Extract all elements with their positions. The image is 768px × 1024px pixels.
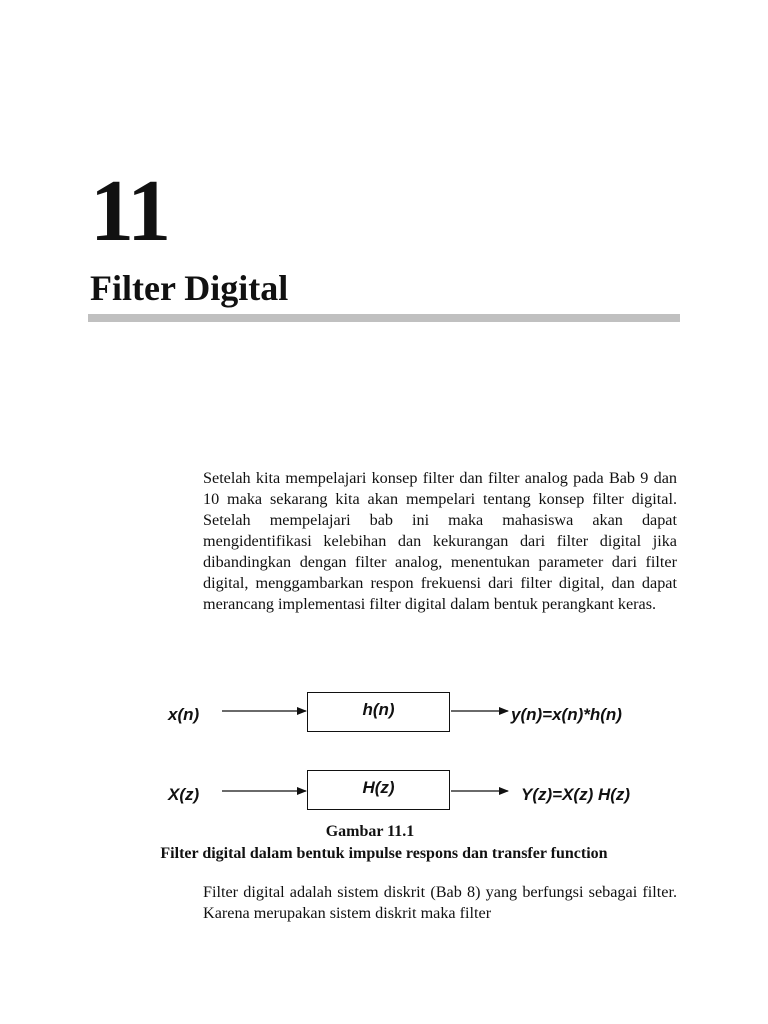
output-signal-yn: y(n)=x(n)*h(n) [511, 705, 622, 724]
chapter-title: Filter Digital [90, 268, 289, 308]
output-signal-yz: Y(z)=X(z) H(z) [521, 785, 631, 804]
impulse-response-label: h(n) [362, 700, 395, 719]
transfer-function-block [307, 770, 450, 810]
impulse-response-block [307, 692, 450, 732]
figure-caption-number: Gambar 11.1 [325, 823, 415, 840]
block-diagram [0, 680, 768, 815]
input-signal-xz: X(z) [168, 785, 200, 804]
chapter-number: 11 [90, 163, 170, 260]
input-signal-xn: x(n) [168, 705, 200, 724]
intro-paragraph: Setelah kita mempelajari konsep filter dan filter analog pada Bab 9 dan 10 maka sekarang kita akan mempelari tentang konsep filter digital. Setelah mempelajari bab ini maka mahasiswa akan dapat mengidentifikasi kelebihan dan kekurangan dari filter digital jika dibandingkan dengan filter analog, menentukan parameter dari filter digital, menggambarkan respon frekuensi dari filter digital, dan dapat merancang implementasi filter digital dalam bentuk perangkant keras. [203, 469, 677, 613]
title-rule [88, 314, 680, 322]
transfer-function-label: H(z) [362, 778, 395, 797]
body-paragraph: Filter digital adalah sistem diskrit (Bab 8) yang berfungsi sebagai filter. Karena merupakan sistem diskrit maka filter [203, 883, 677, 922]
figure-caption-text: Filter digital dalam bentuk impulse respons dan transfer function [160, 845, 608, 862]
